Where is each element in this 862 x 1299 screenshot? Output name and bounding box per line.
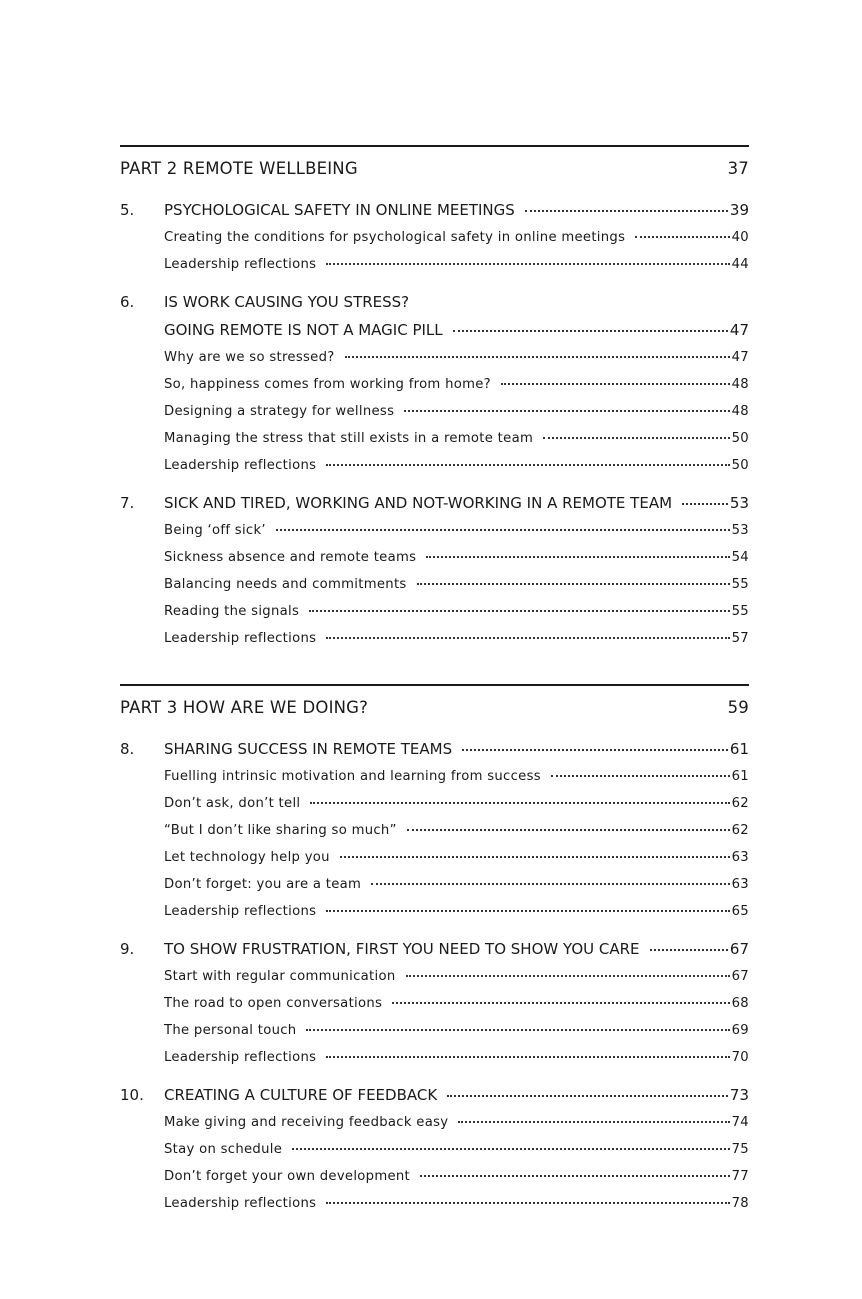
section-entry[interactable] [164,1190,749,1217]
dot-leader [462,749,728,751]
section-page-number: 63 [731,850,749,865]
chapter-title-line [164,935,749,963]
dot-leader [501,383,730,385]
chapter-title: SICK AND TIRED, WORKING AND NOT-WORKING IN A REMOTE TEAM [164,494,673,512]
dot-leader [404,410,729,412]
section-entry[interactable] [164,251,749,278]
part-spacer [120,662,749,684]
chapter-title-line [164,288,749,316]
chapter-page-number: 67 [729,940,749,958]
section-page-number: 40 [731,230,749,245]
section-title: The personal touch [164,1023,297,1038]
section-title: Reading the signals [164,604,300,619]
section-title: Leadership reflections [164,904,317,919]
section-title: Don’t ask, don’t tell [164,796,301,811]
chapter-entry[interactable] [120,489,749,517]
chapter-title: GOING REMOTE IS NOT A MAGIC PILL [164,321,443,339]
section-entry[interactable] [164,817,749,844]
dot-leader [326,910,729,912]
section-title: The road to open conversations [164,996,383,1011]
section-page-number: 44 [731,257,749,272]
chapter-page-number: 47 [729,321,749,339]
section-entry[interactable] [164,1044,749,1071]
dot-leader [426,556,729,558]
section-title: Being ‘off sick’ [164,523,266,538]
dot-leader [340,856,730,858]
dot-leader [310,802,729,804]
section-entry[interactable] [164,963,749,990]
dot-leader [417,583,730,585]
section-title: Sickness absence and remote teams [164,550,417,565]
dot-leader [682,503,728,505]
section-title: Let technology help you [164,850,330,865]
section-page-number: 57 [731,631,749,646]
section-title: “But I don’t like sharing so much” [164,823,397,838]
chapter-title: IS WORK CAUSING YOU STRESS? [164,293,410,311]
chapter-title-line [164,489,749,517]
section-page-number: 67 [731,969,749,984]
section-page-number: 77 [731,1169,749,1184]
section-title: Managing the stress that still exists in a remote team [164,431,534,446]
dot-leader [420,1175,730,1177]
dot-leader [447,1095,728,1097]
section-title: Leadership reflections [164,1050,317,1065]
dot-leader [407,829,730,831]
part-page-number: 37 [727,159,749,178]
section-page-number: 55 [731,577,749,592]
section-page-number: 69 [731,1023,749,1038]
section-entry[interactable] [164,371,749,398]
section-title: Balancing needs and commitments [164,577,407,592]
dot-leader [635,236,729,238]
chapter-number: 8. [120,740,135,758]
section-page-number: 54 [731,550,749,565]
section-entry[interactable] [164,544,749,571]
chapter-number: 7. [120,494,135,512]
section-title: Don’t forget your own development [164,1169,411,1184]
chapter-page-number: 73 [729,1086,749,1104]
chapter-entry[interactable] [120,288,749,316]
section-entry[interactable] [164,790,749,817]
part-heading[interactable] [120,686,749,730]
section-title: Why are we so stressed? [164,350,335,365]
chapter-entry[interactable] [120,196,749,224]
chapter-block [120,489,749,652]
dot-leader [326,1056,729,1058]
section-entry[interactable] [164,571,749,598]
section-page-number: 48 [731,377,749,392]
chapter-entry[interactable] [120,935,749,963]
dot-leader [326,1202,729,1204]
part-title: PART 2 REMOTE WELLBEING [120,159,358,178]
section-page-number: 63 [731,877,749,892]
section-page-number: 65 [731,904,749,919]
chapter-block [120,935,749,1071]
section-page-number: 55 [731,604,749,619]
section-title: Leadership reflections [164,458,317,473]
section-entry[interactable] [164,452,749,479]
section-page-number: 62 [731,823,749,838]
section-entry[interactable] [164,898,749,925]
chapter-title: TO SHOW FRUSTRATION, FIRST YOU NEED TO SHOW YOU CARE [164,940,640,958]
dot-leader [406,975,730,977]
section-page-number: 78 [731,1196,749,1211]
section-page-number: 53 [731,523,749,538]
section-title: Leadership reflections [164,257,317,272]
section-title: Stay on schedule [164,1142,283,1157]
chapter-title-line [164,1081,749,1109]
dot-leader [650,949,728,951]
chapter-title-line [164,735,749,763]
chapter-page-number: 61 [729,740,749,758]
part-page-number: 59 [727,698,749,717]
section-entry[interactable] [164,1136,749,1163]
chapter-title-line [164,196,749,224]
section-title: Make giving and receiving feedback easy [164,1115,449,1130]
section-entry[interactable] [164,344,749,371]
dot-leader [543,437,730,439]
dot-leader [525,210,728,212]
section-entry[interactable] [164,517,749,544]
section-page-number: 70 [731,1050,749,1065]
part-title: PART 3 HOW ARE WE DOING? [120,698,369,717]
dot-leader [453,330,728,332]
chapter-number: 9. [120,940,135,958]
chapter-block [120,1081,749,1217]
dot-leader [345,356,730,358]
dot-leader [309,610,729,612]
section-entry[interactable] [164,598,749,625]
dot-leader [551,775,730,777]
section-entry[interactable] [164,398,749,425]
dot-leader [371,883,729,885]
dot-leader [276,529,730,531]
chapter-entry[interactable] [120,316,749,344]
section-page-number: 75 [731,1142,749,1157]
section-entry[interactable] [164,871,749,898]
dot-leader [326,263,729,265]
section-entry[interactable] [164,763,749,790]
section-entry[interactable] [164,1163,749,1190]
section-entry[interactable] [164,425,749,452]
section-page-number: 50 [731,458,749,473]
section-page-number: 50 [731,431,749,446]
section-entry[interactable] [164,1017,749,1044]
table-of-contents [120,145,749,1227]
section-entry[interactable] [164,990,749,1017]
chapter-title: CREATING A CULTURE OF FEEDBACK [164,1086,438,1104]
chapter-page-number: 53 [729,494,749,512]
section-page-number: 74 [731,1115,749,1130]
section-entry[interactable] [164,844,749,871]
chapter-title: SHARING SUCCESS IN REMOTE TEAMS [164,740,453,758]
section-entry[interactable] [164,1109,749,1136]
dot-leader [306,1029,729,1031]
section-entry[interactable] [164,224,749,251]
section-title: Leadership reflections [164,631,317,646]
dot-leader [292,1148,729,1150]
chapter-entry[interactable] [120,1081,749,1109]
chapter-entry[interactable] [120,735,749,763]
section-title: Designing a strategy for wellness [164,404,395,419]
chapter-number: 5. [120,201,135,219]
section-page-number: 62 [731,796,749,811]
section-page-number: 47 [731,350,749,365]
section-entry[interactable] [164,625,749,652]
part-heading[interactable] [120,147,749,191]
section-title: Creating the conditions for psychological safety in online meetings [164,230,626,245]
dot-leader [392,1002,729,1004]
dot-leader [326,637,729,639]
chapter-block [120,196,749,278]
dot-leader [458,1121,729,1123]
section-page-number: 61 [731,769,749,784]
chapter-block [120,735,749,925]
dot-leader [326,464,729,466]
section-page-number: 68 [731,996,749,1011]
section-page-number: 48 [731,404,749,419]
section-title: Fuelling intrinsic motivation and learning from success [164,769,541,784]
chapter-number: 6. [120,293,135,311]
section-title: Start with regular communication [164,969,396,984]
chapter-number: 10. [120,1086,144,1104]
chapter-block [120,288,749,479]
chapter-page-number: 39 [729,201,749,219]
section-title: Leadership reflections [164,1196,317,1211]
chapter-title: PSYCHOLOGICAL SAFETY IN ONLINE MEETINGS [164,201,515,219]
section-title: So, happiness comes from working from home? [164,377,491,392]
section-title: Don’t forget: you are a team [164,877,362,892]
chapter-title-line [164,316,749,344]
